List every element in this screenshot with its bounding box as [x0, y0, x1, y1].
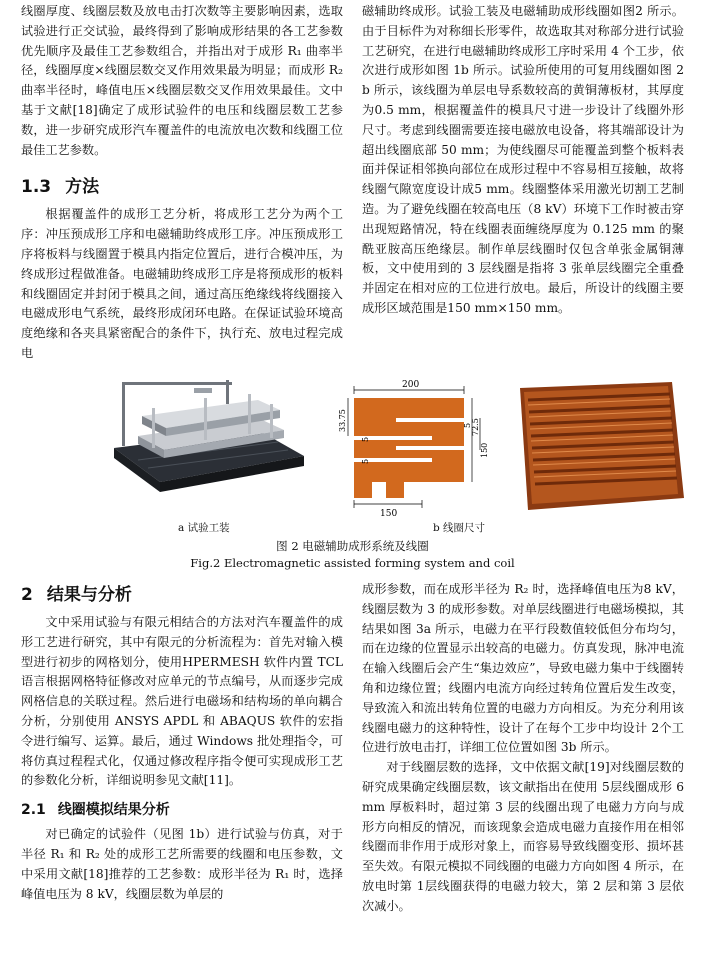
dim-left-label: 33.75: [338, 409, 347, 432]
paragraph-coil-layers: 对于线圈层数的选择，文中依据文献[19]对线圈层数的研究成果确定线圈层数，该文献指出在使用 5层线圈成形 6 mm 厚板料时，超过第 3 层的线圈出现了电磁力方向与成形方向相反的情况，而该现象会造成电磁力直接作用在相邻线圈而非作用于成形对象上，而容易导致线圈变形、损坏甚至失效。有限元模拟不同线圈的电磁力方向如图 4 所示，在放电时第 1层线圈获得的电磁力较大，第 2 层和第 3 层依次减小。: [362, 760, 684, 913]
section-heading-1-3: [21, 174, 343, 201]
left-column-top: [21, 2, 343, 364]
figure-2: [0, 372, 705, 572]
section-title: 线圈模拟结果分析: [57, 802, 170, 819]
section-heading-2-1: [21, 795, 343, 825]
section-number: 2: [21, 585, 33, 605]
section-number: 1.3: [21, 177, 52, 198]
coil-dimension-drawing: [332, 378, 692, 518]
paragraph-method: 根据覆盖件的成形工艺分析，将成形工艺分为两个工序：冲压预成形工序和电磁辅助终成形工序。冲压预成形工序将板料与线圈置于模具内指定位置后，进行合模冲压，为终成形过程做准备。电磁辅助终成形工序是将预成形的板料和线圈固定并封闭于模具之间，通过高压绝缘线将线圈接入电磁成形电气系统，最终形成闭环电路。在保证试验环境高度绝缘和各夹具紧密配合的条件下，执行充、放电过程完成电: [21, 207, 343, 360]
paragraph-coil-design: 磁辅助终成形。试验工装及电磁辅助成形线圈如图2 所示。由于目标件为对称细长形零件，故选取其对称部分进行试验工艺研究，在进行电磁辅助终成形工序时采用 4 个工步，依次进行成形如图 1b 所示。试验所使用的可复用线圈如图 2b 所示，该线圈为单层电导系数较高的黄铜薄板材，其厚度为0.5 mm，根据覆盖件的模具尺寸进一步设计了线圈外形尺寸。考虑到线圈需要连接电磁放电设备，将其端部设计为超出线圈底部 50 mm；为使线圈尽可能覆盖到整个板料表面并保证相邻换向部位在成形过程中不容易相互接触，故将线圈气隙宽度设计成5 mm。线圈整体采用激光切割工艺制造。为了避免线圈在较高电压（8 kV）环境下工作时被击穿出现短路情况，特在线圈表面缠绕厚度为 0.125 mm 的聚酰亚胺高压绝缘层。制作单层线圈时仅包含单张金属铜薄板，文中使用到的 3 层线圈是指将 3 张单层线圈完全重叠并固定在相对应的工位进行放电。最后，所设计的线圈主要成形区域范围是150 mm×150 mm。: [362, 4, 684, 315]
dim-right-large-label: 150: [480, 442, 489, 458]
dim-right-small-label: 72.5: [471, 418, 480, 436]
section-title: 结果与分析: [46, 585, 132, 605]
paragraph-orthogonal-test: 线圈厚度、线圈层数及放电击打次数等主要影响因素，选取试验进行正交试验，最终得到了影响成形结果的各工艺参数优先顺序及最佳工艺参数组合，并指出对于成形 R₁ 曲率半径，线圈厚度×线圈层数交叉作用效果最为明显；而成形 R₂ 曲率半径时，峰值电压×线圈层数交叉作用效果最佳。文中基于文献[18]确定了成形试验件的电压和线圈层数工艺参数，进一步研究成形汽车覆盖件的电流放电次数和线圈工位最佳工艺参数。: [21, 4, 343, 157]
figure-caption-en: Fig.2 Electromagnetic assisted forming system and coil: [190, 556, 515, 570]
dim-gap-lower-label: 5: [361, 458, 370, 464]
dim-bottom-label: 150: [380, 509, 398, 518]
right-column-top: [362, 2, 684, 319]
dim-gap-upper-label: 5: [361, 436, 370, 442]
dim-right-gap-label: 5: [463, 422, 472, 428]
section-heading-2: [21, 582, 343, 609]
subfigure-b-caption: b 线圈尺寸: [433, 522, 486, 534]
left-column-bottom: [21, 580, 343, 904]
paragraph-em-force: 成形参数，而在成形半径为 R₂ 时，选择峰值电压为8 kV，线圈层数为 3 的成形参数。对单层线圈进行电磁场模拟，其结果如图 3a 所示，电磁力在平行段数值较低但分布均匀，而在边缘的位置显示出较高的电磁力。仿真发现，脉冲电流在输入线圈后会产生“集边效应”，导致电磁力集中于线圈转角和边缘位置；线圈内电流方向经过转角位置后发生改变，导致流入和流出转角位置的电磁力方向相反。为充分利用该线圈电磁力的这种特性，设计了在每个工步中均设计 2个工位进行放电击打，详细工位位置如图 3b 所示。: [362, 582, 684, 755]
dim-top-label: 200: [402, 380, 420, 390]
paragraph-results-method: 文中采用试验与有限元相结合的方法对汽车覆盖件的成形工艺进行研究，其中有限元的分析流程为：首先对输入模型进行初步的网格划分，使用HPERMESH 软件内置 TCL 语言根据网格特征修改对应单元的节点编号，从而逐步完成网格信息的关联过程。然后进行电磁场和结构场的单向耦合分析，分别使用 ANSYS APDL 和 ABAQUS 软件的宏指令进行编写、运算。最后，通过 Windows 批处理指令，可将仿真过程程式化，仅通过修改程序指令便可实现成形工艺的参数化分析，详细说明参见文献[11]。: [21, 615, 343, 788]
coil-photo: [508, 382, 686, 512]
subfigure-a-caption: a 试验工装: [178, 522, 230, 534]
section-number: 2.1: [21, 802, 46, 819]
coil-outline: [354, 398, 464, 498]
figure-caption-zh: 图 2 电磁辅助成形系统及线圈: [276, 539, 429, 553]
section-title: 方法: [65, 177, 100, 198]
right-column-bottom: [362, 580, 684, 917]
paragraph-coil-simulation: 对已确定的试验件（见图 1b）进行试验与仿真，对于半径 R₁ 和 R₂ 处的成形工艺所需要的线圈和电压参数，文中采用文献[18]推荐的工艺参数：成形半径为 R₁ 时，选择峰值电压为 8 kV，线圈层数为单层的: [21, 827, 343, 901]
test-fixture-image: [108, 378, 306, 498]
